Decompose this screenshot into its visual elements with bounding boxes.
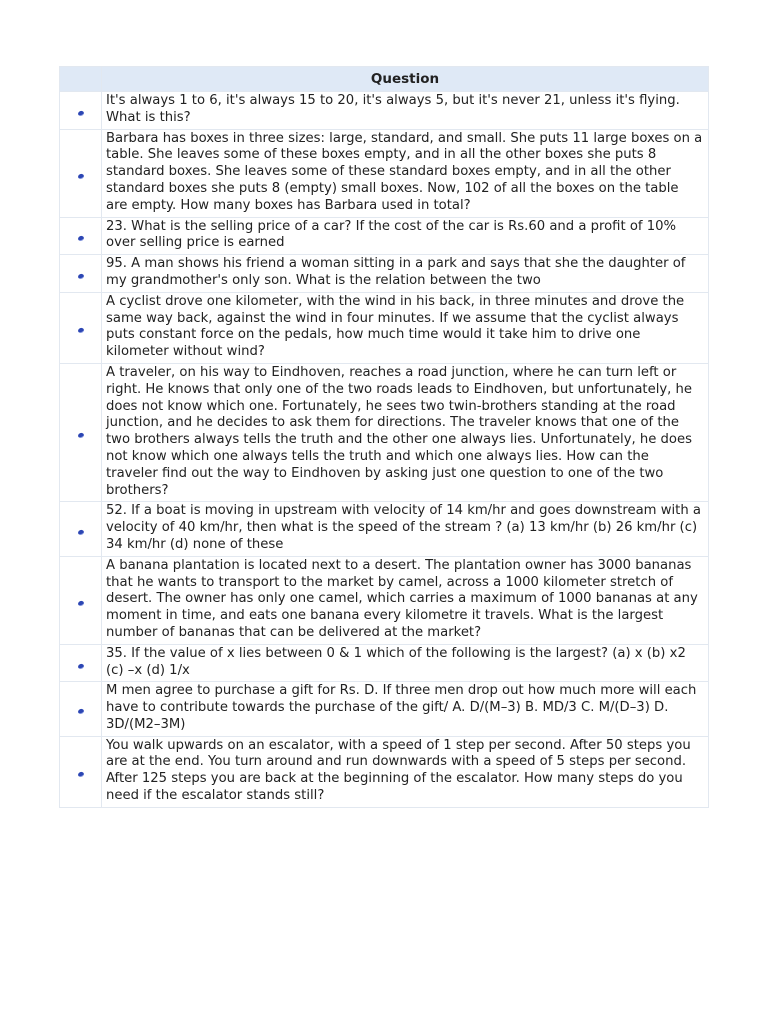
row-icon-cell [60,292,102,363]
question-text: It's always 1 to 6, it's always 15 to 20, it's always 5, but it's never 21, unless it's flying. What is this? [102,92,709,130]
table-row [60,292,709,363]
question-text: 35. If the value of x lies between 0 & 1 which of the following is the largest? (a) x (b) x2 (c) –x (d) 1/x [102,644,709,682]
bullet-icon [77,663,84,670]
row-icon-cell [60,217,102,255]
question-text: 23. What is the selling price of a car? If the cost of the car is Rs.60 and a profit of 10% over selling price is earned [102,217,709,255]
bullet-icon [77,709,84,716]
question-text: A cyclist drove one kilometer, with the wind in his back, in three minutes and drove the same way back, against the wind in four minutes. If we assume that the cyclist always puts constant force on the pedals, how much time would it take him to drive one kilometer without wind? [102,292,709,363]
table-row [60,736,709,807]
question-text: 52. If a boat is moving in upstream with velocity of 14 km/hr and goes downstream with a velocity of 40 km/hr, then what is the speed of the stream ? (a) 13 km/hr (b) 26 km/hr (c) 34 km/hr (d) none of these [102,502,709,556]
question-text: Barbara has boxes in three sizes: large, standard, and small. She puts 11 large boxes on a table. She leaves some of these boxes empty, and in all the other boxes she puts 8 standard boxes. She leaves some of these standard boxes empty, and in all the other standard boxes she puts 8 (empty) small boxes. Now, 102 of all the boxes on the table are empty. How many boxes has Barbara used in total? [102,129,709,217]
table-header-row [60,67,709,92]
table-row [60,217,709,255]
bullet-icon [77,529,84,536]
bullet-icon [77,273,84,280]
table-row [60,556,709,644]
bullet-icon [77,235,84,242]
row-icon-cell [60,644,102,682]
bullet-icon [77,600,84,607]
question-text: M men agree to purchase a gift for Rs. D. If three men drop out how much more will each have to contribute towards the purchase of the gift/ A. D/(M–3) B. MD/3 C. M/(D–3) D. 3D/(M2–3M) [102,682,709,736]
table-row [60,255,709,293]
row-icon-cell [60,682,102,736]
row-icon-cell [60,736,102,807]
table-row [60,502,709,556]
row-icon-cell [60,556,102,644]
question-text: 95. A man shows his friend a woman sitting in a park and says that she the daughter of my grandmother's only son. What is the relation between the two [102,255,709,293]
table-row [60,92,709,130]
question-text: A banana plantation is located next to a desert. The plantation owner has 3000 bananas that he wants to transport to the market by camel, across a 1000 kilometer stretch of desert. The owner has only one camel, which carries a maximum of 1000 bananas at any moment in time, and eats one banana every kilometre it travels. What is the largest number of bananas that can be delivered at the market? [102,556,709,644]
row-icon-cell [60,92,102,130]
question-text: A traveler, on his way to Eindhoven, reaches a road junction, where he can turn left or right. He knows that only one of the two roads leads to Eindhoven, but unfortunately, he does not know which one. Fortunately, he sees two twin-brothers standing at the road junction, and he decides to ask them for directions. The traveler knows that one of the two brothers always tells the truth and the other one always lies. Unfortunately, he does not know which one always tells the truth and which one always lies. How can the traveler find out the way to Eindhoven by asking just one question to one of the two brothers? [102,363,709,501]
bullet-icon [77,771,84,778]
row-icon-cell [60,129,102,217]
question-text: You walk upwards on an escalator, with a speed of 1 step per second. After 50 steps you are at the end. You turn around and run downwards with a speed of 5 steps per second. After 125 steps you are back at the beginning of the escalator. How many steps do you need if the escalator stands still? [102,736,709,807]
bullet-icon [77,110,84,117]
header-spacer-cell [60,67,102,92]
row-icon-cell [60,255,102,293]
table-row [60,682,709,736]
question-column-header: Question [102,67,709,92]
table-row [60,644,709,682]
bullet-icon [77,432,84,439]
table-row [60,129,709,217]
table-row [60,363,709,501]
questions-table [59,66,709,808]
questions-body [60,92,709,808]
bullet-icon [77,327,84,334]
row-icon-cell [60,363,102,501]
row-icon-cell [60,502,102,556]
bullet-icon [77,173,84,180]
